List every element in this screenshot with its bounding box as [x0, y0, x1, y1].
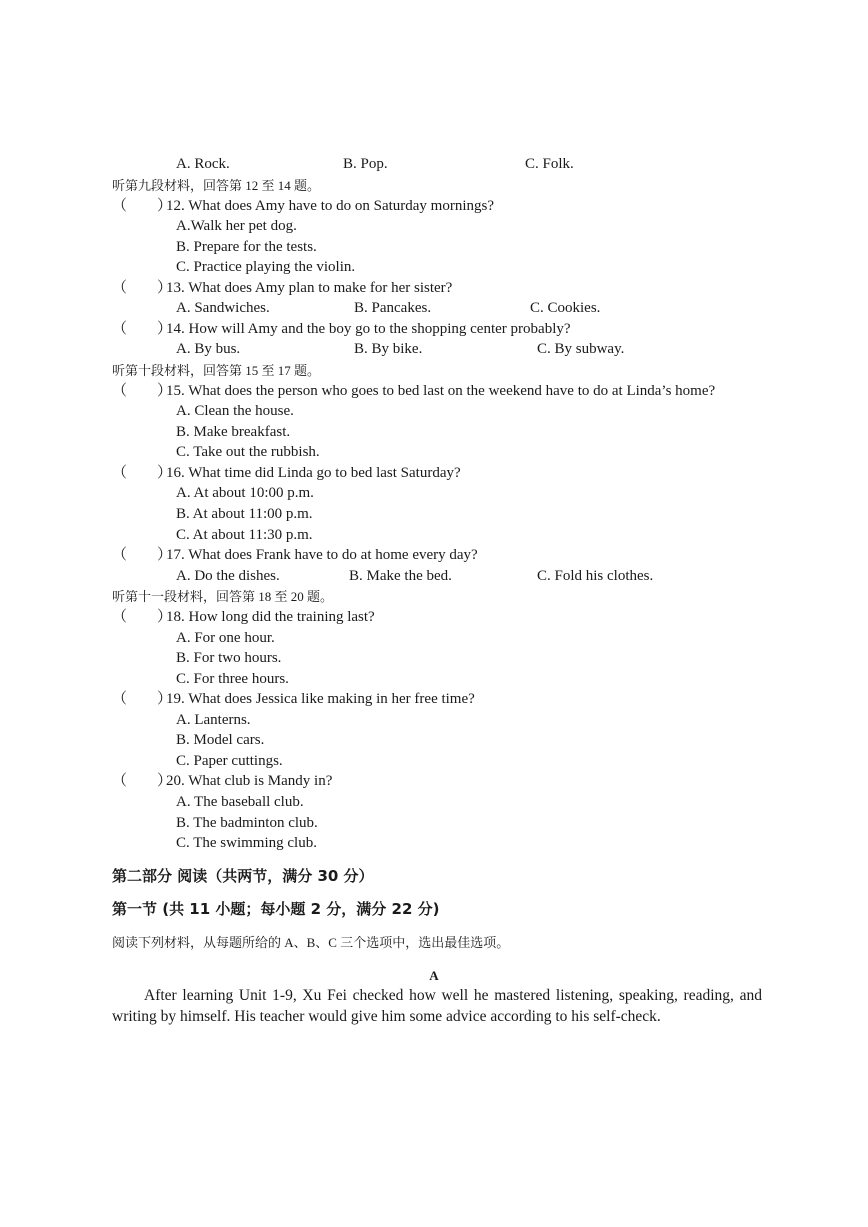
q11-option-c: C. Folk. — [525, 156, 574, 172]
q18-option-b: B. For two hours. — [176, 650, 282, 666]
q14-answer-blank: （ ） — [112, 321, 173, 337]
section11-intro: 听第十一段材料，回答第 18 至 20 题。 — [112, 589, 334, 604]
q11-option-a: A. Rock. — [176, 156, 230, 172]
q16-answer-blank: （ ） — [112, 465, 173, 481]
q19-answer-blank: （ ） — [112, 691, 173, 707]
q18-stem: 18. How long did the training last? — [166, 609, 375, 625]
passage-paragraph: After learning Unit 1-9, Xu Fei checked how well he mastered listening, speaking, reading, and writing by himself. His teacher would give him some advice according to his self-check. — [112, 987, 762, 1025]
q12-option-b: B. Prepare for the tests. — [176, 239, 317, 255]
q17-option-a: A. Do the dishes. — [176, 568, 280, 584]
q19-option-a: A. Lanterns. — [176, 712, 251, 728]
q17-option-b: B. Make the bed. — [349, 568, 452, 584]
q15-stem: 15. What does the person who goes to bed last on the weekend have to do at Linda’s home? — [166, 383, 716, 399]
q20-stem: 20. What club is Mandy in? — [166, 773, 333, 789]
q20-option-c: C. The swimming club. — [176, 835, 317, 851]
q16-option-a: A. At about 10:00 p.m. — [176, 485, 314, 501]
q14-option-a: A. By bus. — [176, 341, 241, 357]
q13-option-a: A. Sandwiches. — [176, 300, 270, 316]
passage-title: A — [429, 968, 439, 983]
q20-option-a: A. The baseball club. — [176, 794, 304, 810]
q12-option-a: A.Walk her pet dog. — [176, 218, 297, 234]
q16-option-b: B. At about 11:00 p.m. — [176, 506, 313, 522]
q12-option-c: C. Practice playing the violin. — [176, 259, 356, 275]
reading-instruction: 阅读下列材料，从每题所给的 A、B、C 三个选项中，选出最佳选项。 — [112, 935, 510, 950]
q12-answer-blank: （ ） — [112, 198, 173, 214]
section1-heading: 第一节 (共 11 小题；每小题 2 分，满分 22 分) — [112, 900, 440, 918]
q12-stem: 12. What does Amy have to do on Saturday mornings? — [166, 198, 495, 214]
section10-intro: 听第十段材料，回答第 15 至 17 题。 — [112, 363, 321, 378]
q18-option-a: A. For one hour. — [176, 630, 275, 646]
q15-option-b: B. Make breakfast. — [176, 424, 291, 440]
q20-answer-blank: （ ） — [112, 773, 173, 789]
q15-answer-blank: （ ） — [112, 383, 173, 399]
q13-stem: 13. What does Amy plan to make for her sister? — [166, 280, 453, 296]
q19-option-c: C. Paper cuttings. — [176, 753, 283, 769]
q13-option-b: B. Pancakes. — [354, 300, 432, 316]
q19-option-b: B. Model cars. — [176, 732, 265, 748]
part2-heading: 第二部分 阅读（共两节，满分 30 分） — [112, 867, 374, 885]
q13-answer-blank: （ ） — [112, 280, 173, 296]
q14-stem: 14. How will Amy and the boy go to the shopping center probably? — [166, 321, 571, 337]
q16-option-c: C. At about 11:30 p.m. — [176, 527, 313, 543]
q13-option-c: C. Cookies. — [530, 300, 601, 316]
q15-option-a: A. Clean the house. — [176, 403, 294, 419]
q17-stem: 17. What does Frank have to do at home every day? — [166, 547, 478, 563]
q14-option-c: C. By subway. — [537, 341, 625, 357]
q17-option-c: C. Fold his clothes. — [537, 568, 654, 584]
q20-option-b: B. The badminton club. — [176, 815, 318, 831]
q18-answer-blank: （ ） — [112, 609, 173, 625]
q14-option-b: B. By bike. — [354, 341, 423, 357]
q16-stem: 16. What time did Linda go to bed last Saturday? — [166, 465, 461, 481]
q11-option-b: B. Pop. — [343, 156, 388, 172]
q18-option-c: C. For three hours. — [176, 671, 289, 687]
section9-intro: 听第九段材料，回答第 12 至 14 题。 — [112, 178, 321, 193]
q19-stem: 19. What does Jessica like making in her free time? — [166, 691, 475, 707]
q15-option-c: C. Take out the rubbish. — [176, 444, 320, 460]
q17-answer-blank: （ ） — [112, 547, 173, 563]
